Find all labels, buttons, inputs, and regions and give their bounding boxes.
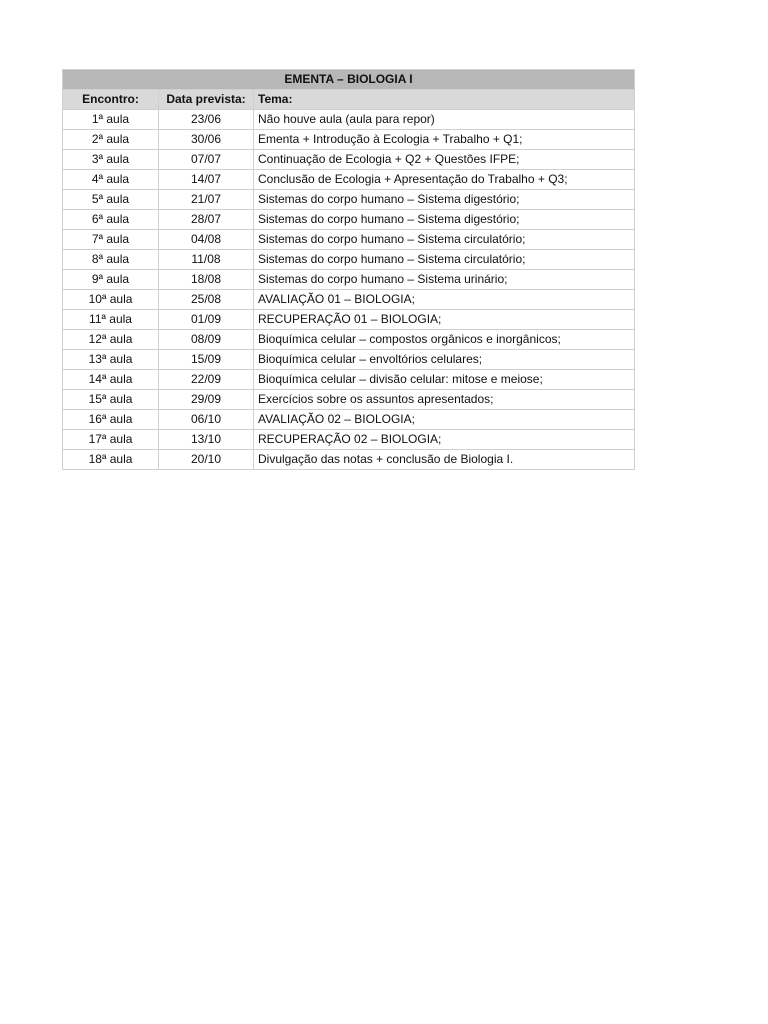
cell-tema: Sistemas do corpo humano – Sistema urinário; xyxy=(254,270,635,290)
ementa-table xyxy=(62,69,635,470)
cell-tema: Exercícios sobre os assuntos apresentados; xyxy=(254,390,635,410)
cell-data: 18/08 xyxy=(159,270,254,290)
cell-data: 20/10 xyxy=(159,450,254,470)
cell-tema: Divulgação das notas + conclusão de Biologia I. xyxy=(254,450,635,470)
cell-data: 22/09 xyxy=(159,370,254,390)
table-row xyxy=(63,170,635,190)
table-row xyxy=(63,130,635,150)
table-body xyxy=(63,110,635,470)
cell-tema: AVALIAÇÃO 01 – BIOLOGIA; xyxy=(254,290,635,310)
cell-encontro: 4ª aula xyxy=(63,170,159,190)
cell-tema: Sistemas do corpo humano – Sistema circulatório; xyxy=(254,230,635,250)
table-title: EMENTA – BIOLOGIA I xyxy=(63,70,635,90)
cell-encontro: 13ª aula xyxy=(63,350,159,370)
header-encontro: Encontro: xyxy=(63,90,159,110)
cell-data: 13/10 xyxy=(159,430,254,450)
cell-encontro: 8ª aula xyxy=(63,250,159,270)
cell-tema: Conclusão de Ecologia + Apresentação do Trabalho + Q3; xyxy=(254,170,635,190)
cell-encontro: 14ª aula xyxy=(63,370,159,390)
cell-data: 25/08 xyxy=(159,290,254,310)
cell-encontro: 17ª aula xyxy=(63,430,159,450)
table-row xyxy=(63,110,635,130)
table-row xyxy=(63,210,635,230)
table-title-row xyxy=(63,70,635,90)
cell-encontro: 5ª aula xyxy=(63,190,159,210)
cell-tema: Bioquímica celular – divisão celular: mitose e meiose; xyxy=(254,370,635,390)
table-row xyxy=(63,190,635,210)
cell-data: 28/07 xyxy=(159,210,254,230)
cell-tema: Sistemas do corpo humano – Sistema digestório; xyxy=(254,190,635,210)
table-row xyxy=(63,390,635,410)
cell-data: 07/07 xyxy=(159,150,254,170)
cell-encontro: 15ª aula xyxy=(63,390,159,410)
table-row xyxy=(63,350,635,370)
header-data-prevista: Data prevista: xyxy=(159,90,254,110)
table-row xyxy=(63,370,635,390)
cell-tema: Sistemas do corpo humano – Sistema digestório; xyxy=(254,210,635,230)
table-row xyxy=(63,450,635,470)
table-row xyxy=(63,290,635,310)
cell-encontro: 18ª aula xyxy=(63,450,159,470)
header-tema: Tema: xyxy=(254,90,635,110)
cell-encontro: 16ª aula xyxy=(63,410,159,430)
cell-tema: Não houve aula (aula para repor) xyxy=(254,110,635,130)
table-row xyxy=(63,270,635,290)
cell-tema: Bioquímica celular – envoltórios celulares; xyxy=(254,350,635,370)
cell-tema: AVALIAÇÃO 02 – BIOLOGIA; xyxy=(254,410,635,430)
cell-data: 23/06 xyxy=(159,110,254,130)
table-row xyxy=(63,430,635,450)
table-row xyxy=(63,330,635,350)
cell-data: 14/07 xyxy=(159,170,254,190)
cell-data: 01/09 xyxy=(159,310,254,330)
table-row xyxy=(63,230,635,250)
cell-encontro: 7ª aula xyxy=(63,230,159,250)
cell-encontro: 9ª aula xyxy=(63,270,159,290)
cell-tema: RECUPERAÇÃO 02 – BIOLOGIA; xyxy=(254,430,635,450)
table-row xyxy=(63,150,635,170)
cell-data: 30/06 xyxy=(159,130,254,150)
cell-data: 11/08 xyxy=(159,250,254,270)
cell-tema: Sistemas do corpo humano – Sistema circulatório; xyxy=(254,250,635,270)
cell-tema: Bioquímica celular – compostos orgânicos e inorgânicos; xyxy=(254,330,635,350)
cell-encontro: 10ª aula xyxy=(63,290,159,310)
table-row xyxy=(63,410,635,430)
cell-tema: Ementa + Introdução à Ecologia + Trabalho + Q1; xyxy=(254,130,635,150)
cell-encontro: 11ª aula xyxy=(63,310,159,330)
cell-tema: Continuação de Ecologia + Q2 + Questões IFPE; xyxy=(254,150,635,170)
cell-data: 15/09 xyxy=(159,350,254,370)
cell-data: 29/09 xyxy=(159,390,254,410)
cell-encontro: 3ª aula xyxy=(63,150,159,170)
cell-data: 04/08 xyxy=(159,230,254,250)
cell-data: 06/10 xyxy=(159,410,254,430)
table-header-row xyxy=(63,90,635,110)
cell-data: 21/07 xyxy=(159,190,254,210)
cell-tema: RECUPERAÇÃO 01 – BIOLOGIA; xyxy=(254,310,635,330)
cell-encontro: 12ª aula xyxy=(63,330,159,350)
table-row xyxy=(63,250,635,270)
cell-data: 08/09 xyxy=(159,330,254,350)
cell-encontro: 1ª aula xyxy=(63,110,159,130)
table-row xyxy=(63,310,635,330)
cell-encontro: 2ª aula xyxy=(63,130,159,150)
cell-encontro: 6ª aula xyxy=(63,210,159,230)
